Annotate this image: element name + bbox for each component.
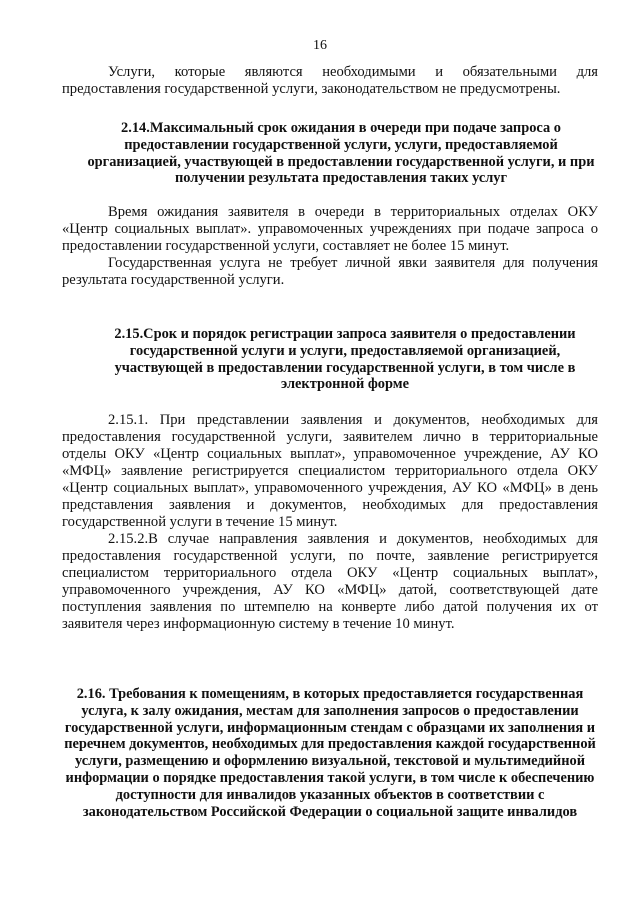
section-2-15-body: [62, 412, 598, 633]
intro-paragraph: Услуги, которые являются необходимыми и обязательными для предоставления государственной услуги, законодательством не предусмотрены.: [62, 64, 598, 97]
intro-block: [62, 64, 598, 98]
section-2-15-paragraph-2: 2.15.2.В случае направления заявления и документов, необходимых для предоставления государственной услуги, по почте, заявление регистрируется специалистом территориального отдела ОКУ «Центр социальных выплат», управомоченного учреждения, АУ КО «МФЦ» датой, соответствующей дате поступления заявления по штемпелю на конверте либо датой получения их от заявителя через информационную систему в течение 10 минут.: [62, 531, 598, 632]
section-2-15-heading: 2.15.Срок и порядок регистрации запроса заявителя о предоставлении государственной услуги и услуги, предоставляемой организацией, участвующей в предоставлении государственной услуги, в том числе в электронной форме: [114, 326, 576, 393]
section-2-14-paragraph-1: Время ожидания заявителя в очереди в территориальных отделах ОКУ «Центр социальных выплат». управомоченных учреждениях при подаче запроса о предоставлении государственной услуги, составляет не более 15 минут.: [62, 204, 598, 254]
section-2-15-paragraph-1: 2.15.1. При представлении заявления и документов, необходимых для предоставления государственной услуги, заявителем лично в территориальные отделы ОКУ «Центр социальных выплат», управомоченное учреждение, АУ КО «МФЦ» заявление регистрируется специалистом территориального отдела ОКУ «Центр социальных выплат», управомоченного учреждения, АУ КО «МФЦ» в день представления заявления и документов, необходимых для предоставления государственной услуги в течение 15 минут.: [62, 412, 598, 530]
page-number: 16: [313, 38, 327, 53]
section-2-14-heading: 2.14.Максимальный срок ожидания в очереди при подаче запроса о предоставлении государственной услуги, услуги, предоставляемой организацией, участвующей в предоставлении государственной услуги, и при получении результата предоставления таких услуг: [87, 120, 595, 187]
section-2-14-paragraph-2: Государственная услуга не требует личной явки заявителя для получения результата государственной услуги.: [62, 255, 598, 288]
section-2-14-body: [62, 204, 598, 289]
section-2-16-heading: 2.16. Требования к помещениям, в которых предоставляется государственная услуга, к залу ожидания, местам для заполнения запросов о предоставлении государственной услуги, информационным стендам с образцами их заполнения и перечнем документов, необходимых для предоставления каждой государственной услуги, размещению и оформлению визуальной, текстовой и мультимедийной информации о порядке предоставления такой услуги, в том числе к обеспечению доступности для инвалидов указанных объектов в соответствии с законодательством Российской Федерации о социальной защите инвалидов: [64, 686, 596, 820]
